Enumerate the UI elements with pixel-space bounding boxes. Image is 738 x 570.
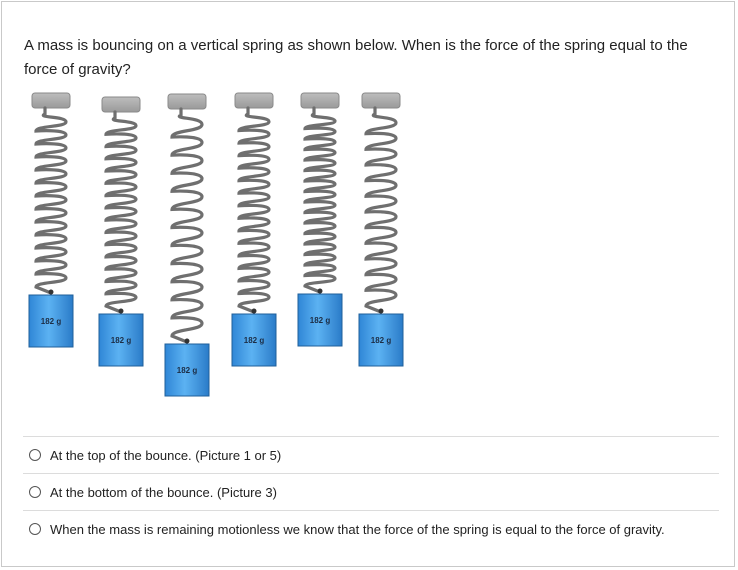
spring-coil [172, 109, 202, 342]
spring-picture-3 [165, 94, 209, 396]
spring-hook [119, 309, 124, 314]
spring-coil [36, 108, 66, 293]
option-label: At the bottom of the bounce. (Picture 3) [50, 484, 277, 500]
mass-label: 182 g [243, 336, 265, 345]
spring-hook [318, 289, 323, 294]
spring-picture-6 [359, 93, 403, 366]
radio-button[interactable] [29, 449, 41, 461]
spring-hook [49, 290, 54, 295]
spring-coil [305, 108, 335, 292]
spring-picture-1 [29, 93, 73, 347]
spring-coil [366, 108, 396, 312]
option-motionless[interactable] [23, 510, 719, 547]
spring-picture-2 [99, 97, 143, 366]
spring-mount [102, 97, 140, 112]
mass-label: 182 g [110, 336, 132, 345]
spring-coil [239, 108, 269, 312]
mass-label: 182 g [309, 316, 331, 325]
option-bottom-of-bounce[interactable] [23, 473, 719, 510]
spring-hook [185, 339, 190, 344]
spring-hook [252, 309, 257, 314]
option-label: When the mass is remaining motionless we know that the force of the spring is equal to the force of gravity. [50, 521, 665, 537]
spring-mass-figure [24, 90, 414, 402]
radio-button[interactable] [29, 486, 41, 498]
mass-label: 182 g [40, 317, 62, 326]
question-card [1, 1, 735, 567]
spring-picture-4 [232, 93, 276, 366]
spring-mount [168, 94, 206, 109]
spring-mount [362, 93, 400, 108]
spring-mount [235, 93, 273, 108]
spring-picture-5 [298, 93, 342, 346]
option-label: At the top of the bounce. (Picture 1 or 5) [50, 447, 282, 463]
mass-label: 182 g [176, 366, 198, 375]
spring-mount [301, 93, 339, 108]
spring-coil [106, 112, 136, 312]
mass-label: 182 g [370, 336, 392, 345]
spring-mount [32, 93, 70, 108]
radio-button[interactable] [29, 523, 41, 535]
answer-options [23, 436, 719, 547]
spring-mass-diagram [24, 90, 414, 402]
option-top-of-bounce[interactable] [23, 436, 719, 473]
question-text: A mass is bouncing on a vertical spring as shown below. When is the force of the spring equal to the force of gravity? [24, 37, 688, 78]
spring-hook [379, 309, 384, 314]
